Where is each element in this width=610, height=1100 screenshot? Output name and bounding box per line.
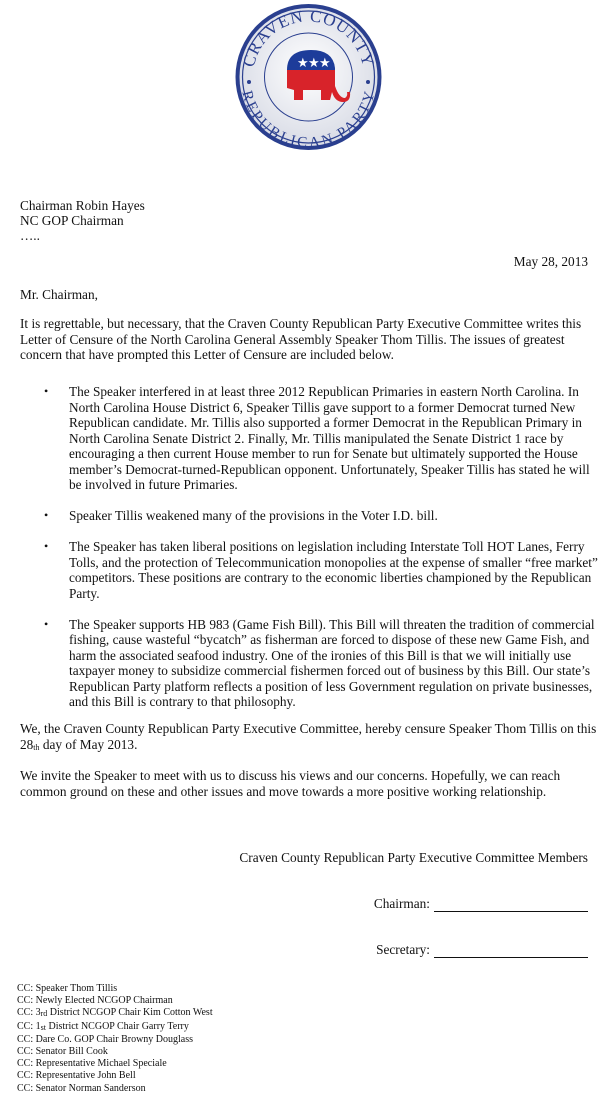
craven-county-gop-logo <box>231 2 386 152</box>
logo-top-text: CRAVEN COUNTY <box>238 6 379 69</box>
invitation-paragraph: We invite the Speaker to meet with us to discuss his views and our concerns. Hopefully, we can reach common ground on these and other issues and move towards a more positive working relationship. <box>20 768 561 799</box>
secretary-signature <box>376 942 588 958</box>
concern-item <box>44 508 599 524</box>
concern-item <box>44 539 599 601</box>
committee-members-label: Craven County Republican Party Executive Committee Members <box>239 850 588 865</box>
concern-item <box>44 617 599 710</box>
cc-item: CC: $3_{rd}$ District NCGOP Chair Kim Cotton West <box>17 1007 213 1019</box>
svg-text:★: ★ <box>308 56 320 71</box>
bullet-icon: • <box>44 508 49 522</box>
concern-item <box>44 384 599 493</box>
svg-text:★: ★ <box>319 56 331 71</box>
salutation: Mr. Chairman, <box>20 287 98 302</box>
bullet-icon: • <box>44 539 49 553</box>
recipient-ellipsis: ….. <box>20 228 40 243</box>
chairman-signature-line <box>434 898 588 912</box>
cc-list <box>17 983 213 1095</box>
cc-item: CC: $1_{st}$ District NCGOP Chair Garry Terry <box>17 1020 189 1032</box>
cc-item: CC: Dare Co. GOP Chair Browny Douglass <box>17 1033 194 1045</box>
ordinal-suffix: th <box>33 742 40 752</box>
bullet-icon: • <box>44 384 49 398</box>
cc-item: CC: Newly Elected NCGOP Chairman <box>17 995 173 1007</box>
chairman-label: Chairman: <box>373 896 430 911</box>
bullet-icon: • <box>44 616 49 631</box>
secretary-label: Secretary: <box>376 942 430 957</box>
concern-text: The Speaker interfered in at least three 2012 Republican Primaries in eastern North Carolina. In North Carolina House District 6, Speaker Tillis gave support to a former Democrat turned New Republican candidate. Mr. Tillis also supported a former Democrat in the Republican Primary in North Carolina Senate District 2. Finally, Mr. Tillis manipulated the Senate District 1 race by encouraging a then current House member to run for Senate but ultimately supported the House member’s Democrat-turned-Republican opponent. Unfortunately, Speaker Tillis has stated he will be involved in future Primaries. <box>69 384 590 492</box>
letter-date: May 28, 2013 <box>513 254 588 269</box>
concern-text: The Speaker has taken liberal positions on legislation including Interstate Toll HOT Lanes, Ferry Tolls, and the protection of Telecommunication monopolies at the expense of smaller “free market” competitors. These positions are contrary to the economic liberties championed by the Republican Party. <box>69 539 598 601</box>
logo-bottom-text: REPUBLICAN PARTY <box>238 89 379 152</box>
intro-paragraph: It is regrettable, but necessary, that the Craven County Republican Party Executive Committee writes this Letter of Censure of the North Carolina General Assembly Speaker Thom Tillis. The issues of greatest concern that have prompted this Letter of Censure are included below. <box>20 316 582 362</box>
censure-statement <box>20 721 600 755</box>
cc-item: CC: Representative John Bell <box>17 1070 136 1082</box>
cc-item: CC: Senator Norman Sanderson <box>17 1082 146 1094</box>
recipient-title: NC GOP Chairman <box>20 213 124 228</box>
censure-text: We, the Craven County Republican Party Executive Committee, hereby censure Speaker Thom Tillis on this 28 <box>20 721 597 752</box>
svg-text:★: ★ <box>297 56 309 71</box>
chairman-signature <box>374 896 588 912</box>
cc-item: CC: Speaker Thom Tillis <box>17 983 118 994</box>
concern-text: The Speaker supports HB 983 (Game Fish Bill). This Bill will threaten the tradition of commercial fishing, cause wasteful “bycatch” as fisherman are forced to dispose of these new Game Fish, and harm the associated seafood industry. One of the ironies of this Bill is that we will initially use taxpayer money to subsidize commercial fishermen forced out of business by this Bill. Our state’s Republican Party platform reflects a position of less Government regulation on private businesses, and this Bill is contrary to that philosophy. <box>69 616 595 709</box>
concern-text: Speaker Tillis weakened many of the provisions in the Voter I.D. bill. <box>69 508 438 523</box>
cc-item: CC: Representative Michael Speciale <box>17 1058 167 1070</box>
recipient-address <box>20 198 145 243</box>
censure-text-end: day of May 2013. <box>39 736 138 752</box>
cc-item: CC: Senator Bill Cook <box>17 1046 108 1058</box>
concerns-list <box>44 384 599 725</box>
secretary-signature-line <box>434 944 588 958</box>
recipient-name: Chairman Robin Hayes <box>20 198 145 213</box>
